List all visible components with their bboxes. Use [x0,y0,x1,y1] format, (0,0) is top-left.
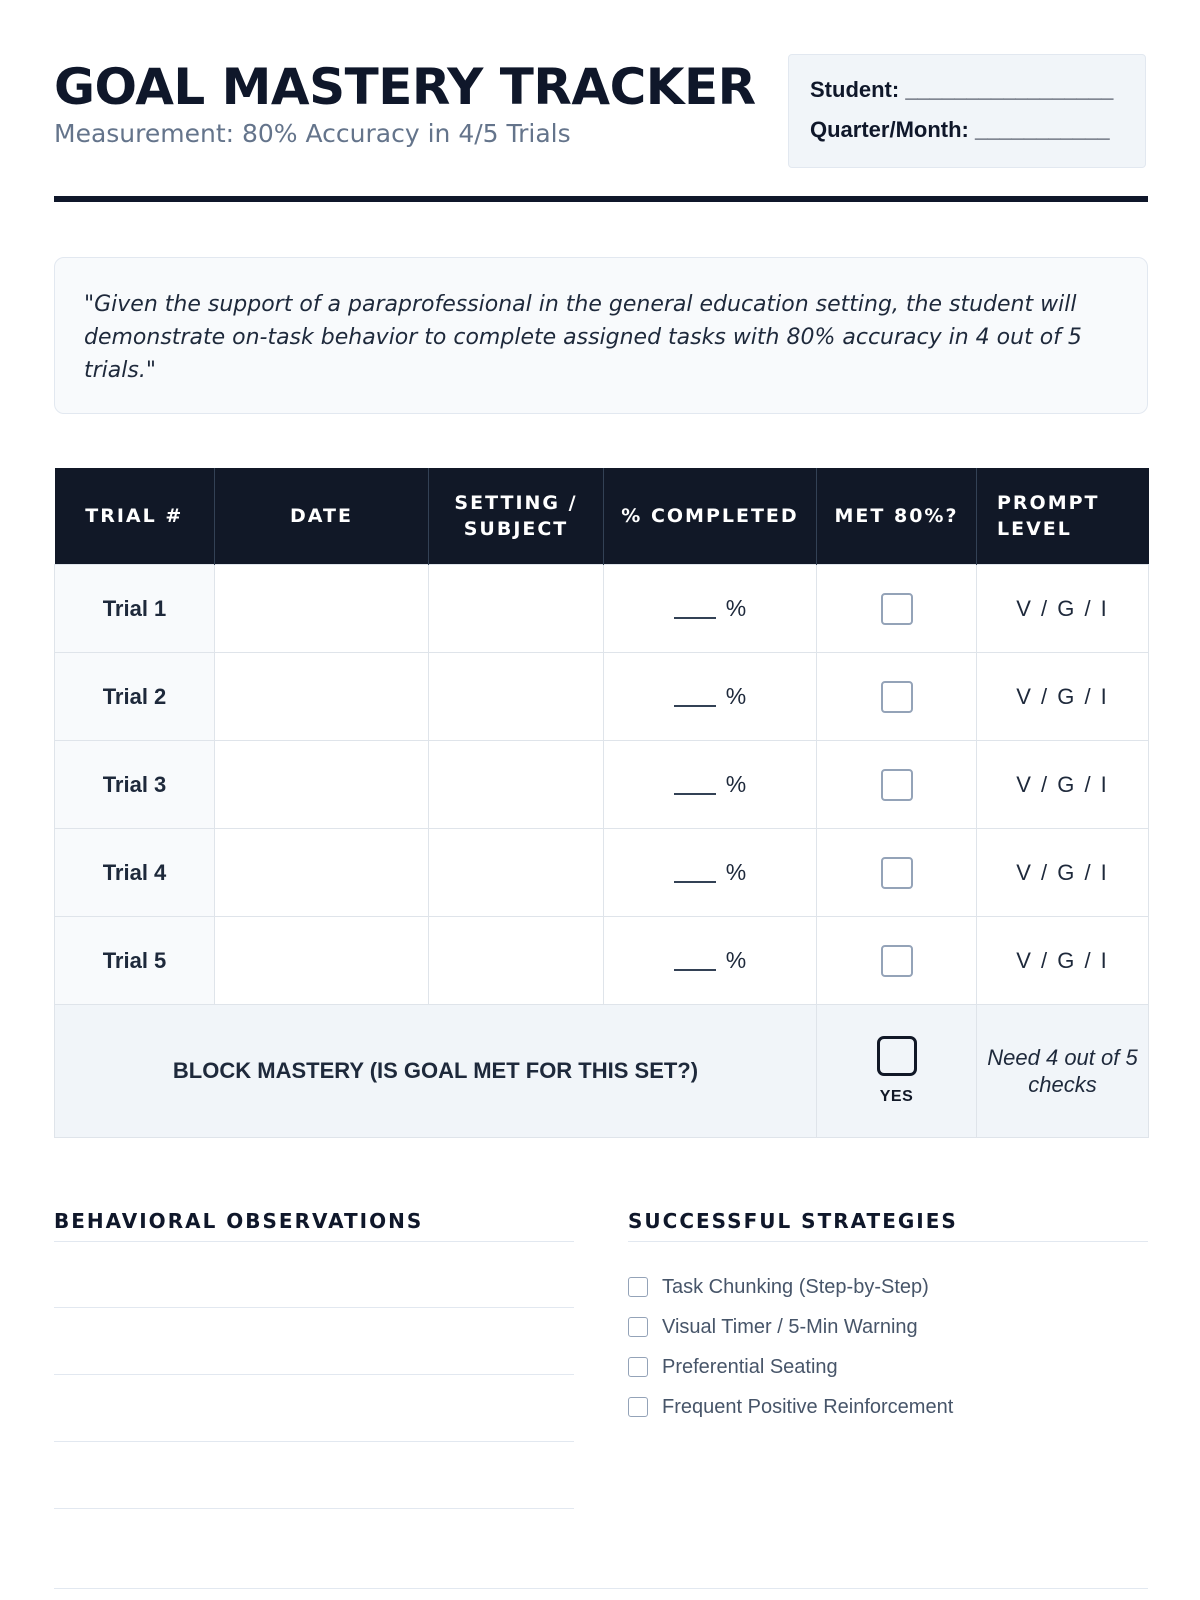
table-row [55,565,1149,653]
measurement-subtitle: Measurement: 80% Accuracy in 4/5 Trials [54,119,571,148]
met-checkbox[interactable] [881,681,913,713]
strategy-item[interactable] [628,1267,953,1307]
strategies-divider [628,1241,1148,1242]
trial-label: Trial 3 [55,741,215,829]
observation-writing-line[interactable] [54,1307,574,1308]
date-cell[interactable] [215,917,429,1005]
strategy-item[interactable] [628,1307,953,1347]
tracker-page [54,0,1148,1600]
percent-blank[interactable] [674,793,716,795]
table-row [55,741,1149,829]
met-cell [817,917,977,1005]
table-header-row [55,468,1149,565]
trial-label: Trial 1 [55,565,215,653]
strategy-checkbox[interactable] [628,1277,648,1297]
strategy-label: Visual Timer / 5-Min Warning [662,1315,918,1338]
prompt-level-options[interactable]: V / G / I [977,829,1149,917]
trial-label: Trial 4 [55,829,215,917]
percent-blank[interactable] [674,617,716,619]
table-row [55,917,1149,1005]
mastery-note: Need 4 out of 5 checks [977,1005,1149,1138]
percent-symbol: % [725,771,747,797]
setting-cell[interactable] [429,829,604,917]
percent-symbol: % [725,859,747,885]
block-mastery-label: BLOCK MASTERY (IS GOAL MET FOR THIS SET?) [55,1005,817,1138]
date-cell[interactable] [215,653,429,741]
table-row [55,653,1149,741]
observation-writing-line[interactable] [54,1441,574,1442]
met-cell [817,829,977,917]
observations-title: BEHAVIORAL OBSERVATIONS [54,1209,424,1233]
prompt-level-options[interactable]: V / G / I [977,565,1149,653]
header-trial: TRIAL # [55,468,215,565]
percent-blank[interactable] [674,969,716,971]
setting-cell[interactable] [429,741,604,829]
met-cell [817,565,977,653]
met-checkbox[interactable] [881,857,913,889]
date-cell[interactable] [215,741,429,829]
trials-table [54,468,1149,1138]
goal-statement: "Given the support of a paraprofessional in the general education setting, the student will demonstrate on-task behavior to complete assigned tasks with 80% accuracy in 4 out of 5 trials." [54,257,1148,414]
setting-cell[interactable] [429,565,604,653]
prompt-level-options[interactable]: V / G / I [977,917,1149,1005]
met-cell [817,653,977,741]
percent-symbol: % [725,947,747,973]
strategy-item[interactable] [628,1347,953,1387]
footer-divider [54,1588,1148,1589]
met-checkbox[interactable] [881,769,913,801]
block-mastery-cell [817,1005,977,1138]
header-percent-completed: % COMPLETED [604,468,817,565]
header-date: DATE [215,468,429,565]
met-checkbox[interactable] [881,945,913,977]
trial-label: Trial 2 [55,653,215,741]
percent-cell[interactable] [604,653,817,741]
strategy-checkbox[interactable] [628,1317,648,1337]
header-prompt-level: PROMPT LEVEL [977,468,1149,565]
header-setting-subject: SETTING / SUBJECT [429,468,604,565]
percent-symbol: % [725,595,747,621]
block-mastery-row [55,1005,1149,1138]
quarter-month-field[interactable]: Quarter/Month: ___________ [810,117,1110,142]
strategy-checkbox[interactable] [628,1397,648,1417]
observation-writing-line[interactable] [54,1374,574,1375]
date-cell[interactable] [215,565,429,653]
block-mastery-checkbox[interactable] [877,1036,917,1076]
percent-cell[interactable] [604,565,817,653]
trial-label: Trial 5 [55,917,215,1005]
met-checkbox[interactable] [881,593,913,625]
strategy-label: Frequent Positive Reinforcement [662,1395,954,1418]
header-met-80: MET 80%? [817,468,977,565]
date-cell[interactable] [215,829,429,917]
strategy-label: Task Chunking (Step-by-Step) [662,1275,929,1298]
met-cell [817,741,977,829]
observation-writing-line[interactable] [54,1508,574,1509]
percent-symbol: % [725,683,747,709]
percent-cell[interactable] [604,829,817,917]
strategies-title: SUCCESSFUL STRATEGIES [628,1209,958,1233]
prompt-level-options[interactable]: V / G / I [977,741,1149,829]
percent-blank[interactable] [674,881,716,883]
strategy-checkbox[interactable] [628,1357,648,1377]
strategies-list [628,1267,953,1427]
percent-cell[interactable] [604,741,817,829]
table-row [55,829,1149,917]
observations-divider [54,1241,574,1242]
percent-cell[interactable] [604,917,817,1005]
header-divider [54,196,1148,202]
page-title: GOAL MASTERY TRACKER [54,58,756,116]
setting-cell[interactable] [429,917,604,1005]
student-info-box [788,54,1146,168]
setting-cell[interactable] [429,653,604,741]
prompt-level-options[interactable]: V / G / I [977,653,1149,741]
strategy-item[interactable] [628,1387,953,1427]
student-field[interactable]: Student: _________________ [810,77,1114,102]
percent-blank[interactable] [674,705,716,707]
strategy-label: Preferential Seating [662,1355,838,1378]
yes-label: YES [879,1088,914,1105]
